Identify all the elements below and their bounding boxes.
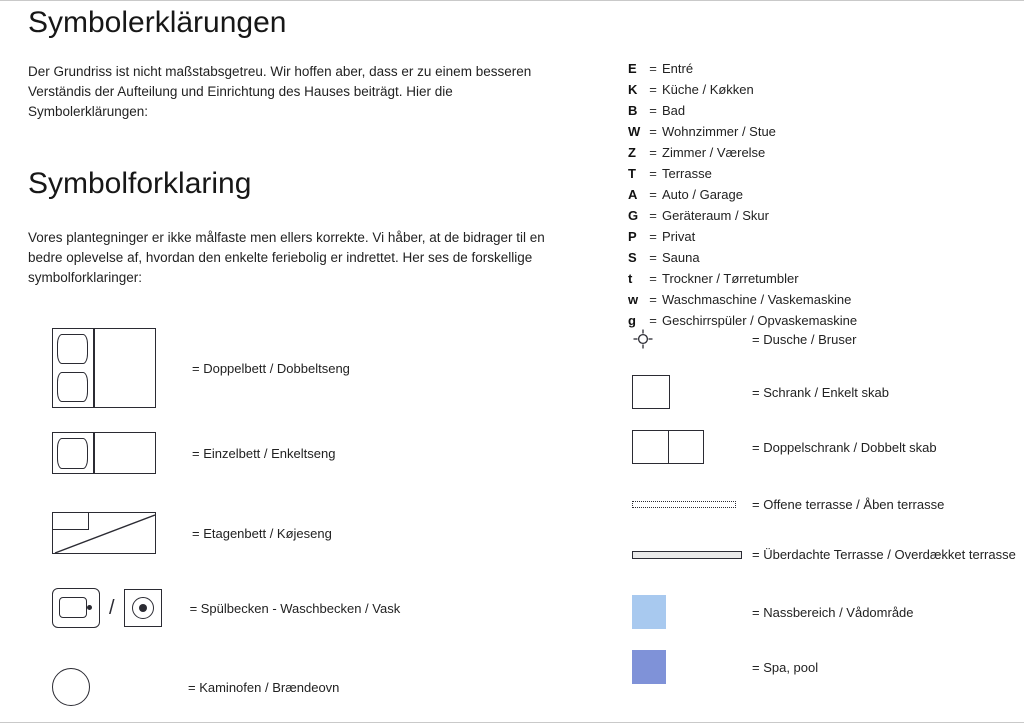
abbr-value: Auto / Garage [662, 187, 743, 202]
abbreviation-row [628, 268, 1008, 289]
kitchen-sink-icon [52, 588, 100, 628]
abbreviation-row [628, 79, 1008, 100]
legend-item-shower [632, 328, 856, 350]
abbr-key: B [628, 103, 638, 118]
double-wardrobe-icon [632, 430, 704, 464]
abbreviation-row [628, 163, 1008, 184]
abbr-value: Bad [662, 103, 686, 118]
legend-item-stove [52, 668, 339, 706]
legend-label-single-bed: = Einzelbett / Enkeltseng [192, 445, 336, 461]
legend-label-double-bed: = Doppelbett / Dobbeltseng [192, 360, 350, 376]
abbr-equals: = [649, 313, 657, 328]
abbreviation-row [628, 142, 1008, 163]
legend-label-sink: = Spülbecken - Waschbecken / Vask [189, 600, 401, 616]
abbreviation-row [628, 100, 1008, 121]
abbr-equals: = [649, 229, 657, 244]
abbreviation-row [628, 121, 1008, 142]
abbr-equals: = [649, 124, 657, 139]
legend-item-spa-pool [632, 650, 818, 684]
abbr-equals: = [649, 292, 657, 307]
shower-icon [632, 328, 654, 350]
abbr-key: w [628, 292, 639, 307]
abbr-key: K [628, 82, 638, 97]
page-title-de: Symbolerklärungen [28, 6, 287, 39]
legend-label-stove: = Kaminofen / Brændeovn [188, 679, 340, 695]
abbreviation-row [628, 205, 1008, 226]
abbr-equals: = [649, 250, 657, 265]
legend-item-bunk-bed [52, 512, 332, 554]
covered-terrace-icon [632, 551, 742, 559]
abbr-equals: = [649, 166, 657, 181]
abbr-equals: = [649, 208, 657, 223]
legend-label-bunk-bed: = Etagenbett / Køjeseng [192, 525, 332, 541]
slash-separator: / [109, 597, 115, 619]
abbreviation-row [628, 58, 1008, 79]
abbr-key: Z [628, 145, 636, 160]
abbr-key: G [628, 208, 639, 223]
legend-item-single-bed [52, 432, 335, 474]
abbr-key: T [628, 166, 636, 181]
abbr-equals: = [649, 271, 657, 286]
abbr-value: Waschmaschine / Vaskemaskine [662, 292, 852, 307]
abbr-key: P [628, 229, 637, 244]
sink-washbasin-icon [52, 588, 162, 628]
legend-item-covered-terrace [632, 547, 1016, 562]
single-bed-icon [52, 432, 156, 474]
abbr-key: E [628, 61, 637, 76]
legend-item-single-wardrobe [632, 375, 889, 409]
abbr-key: W [628, 124, 641, 139]
abbr-value: Entré [662, 61, 694, 76]
double-bed-icon [52, 328, 156, 408]
abbreviation-row [628, 289, 1008, 310]
abbr-key: A [628, 187, 638, 202]
single-wardrobe-icon [632, 375, 670, 409]
top-divider [0, 0, 1024, 1]
washbasin-icon [124, 589, 162, 627]
abbr-value: Geräteraum / Skur [662, 208, 769, 223]
abbr-value: Wohnzimmer / Stue [662, 124, 776, 139]
abbr-equals: = [649, 61, 657, 76]
abbreviation-row [628, 247, 1008, 268]
page-title-dk: Symbolforklaring [28, 167, 252, 200]
legend-item-double-wardrobe [632, 430, 937, 464]
legend-label-shower: = Dusche / Bruser [752, 331, 857, 347]
abbreviation-list [628, 58, 1008, 331]
wet-area-swatch [632, 595, 666, 629]
abbr-equals: = [649, 103, 657, 118]
abbr-value: Trockner / Tørretumbler [662, 271, 799, 286]
legend-label-open-terrace: = Offene terrasse / Åben terrasse [752, 497, 945, 512]
abbreviation-row [628, 184, 1008, 205]
bunk-bed-icon [52, 512, 156, 554]
abbr-key: g [628, 313, 636, 328]
open-terrace-icon [632, 501, 736, 508]
abbr-equals: = [649, 187, 657, 202]
legend-label-wet-area: = Nassbereich / Vådområde [752, 604, 914, 620]
legend-item-open-terrace [632, 497, 944, 512]
abbreviation-row [628, 226, 1008, 247]
legend-item-sink [52, 588, 400, 628]
abbr-value: Terrasse [662, 166, 712, 181]
legend-item-wet-area [632, 595, 914, 629]
legend-label-double-wardrobe: = Doppelschrank / Dobbelt skab [752, 439, 937, 455]
spa-pool-swatch [632, 650, 666, 684]
intro-paragraph-dk: Vores plantegninger er ikke målfaste men ellers korrekte. Vi håber, at de bidrager til en bedre oplevelse af, hvordan den enkelte feriebolig er indrettet. Her ses de forskellige symbolforklaringer: [28, 230, 545, 285]
abbr-key: t [628, 271, 633, 286]
abbr-equals: = [649, 145, 657, 160]
wood-stove-icon [52, 668, 90, 706]
abbr-value: Sauna [662, 250, 700, 265]
legend-label-single-wardrobe: = Schrank / Enkelt skab [752, 384, 889, 400]
abbr-value: Küche / Køkken [662, 82, 754, 97]
abbr-value: Privat [662, 229, 696, 244]
intro-paragraph-de: Der Grundriss ist nicht maßstabsgetreu. Wir hoffen aber, dass er zu einem besseren Verständis der Aufteilung und Einrichtung des Hauses beiträgt. Hier die Symbolerklärungen: [28, 64, 532, 119]
abbr-value: Geschirrspüler / Opvaskemaskine [662, 313, 858, 328]
abbr-equals: = [649, 82, 657, 97]
legend-item-double-bed [52, 328, 350, 408]
abbr-value: Zimmer / Værelse [662, 145, 766, 160]
legend-label-spa-pool: = Spa, pool [752, 659, 819, 675]
abbr-key: S [628, 250, 637, 265]
legend-label-covered-terrace: = Überdachte Terrasse / Overdækket terrasse [752, 547, 1016, 562]
